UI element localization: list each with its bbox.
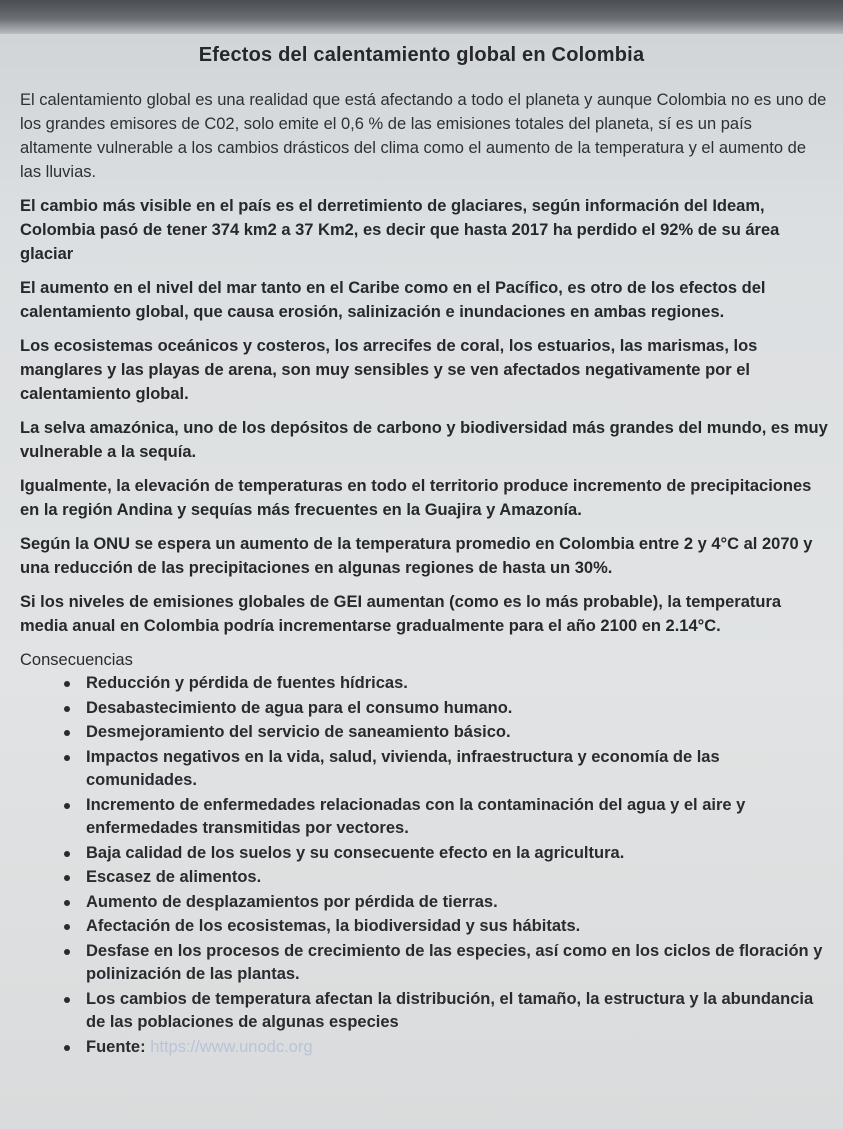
paragraph-onu: Según la ONU se espera un aumento de la temperatura promedio en Colombia entre 2 y 4°C al 2070 y una reducción de las precipitaciones en algunas regiones de hasta un 30%.	[20, 535, 813, 577]
source-label: Fuente:	[86, 1037, 146, 1056]
list-item	[64, 672, 828, 697]
list-item	[64, 721, 828, 746]
list-item	[64, 866, 828, 891]
list-item-text: Aumento de desplazamientos por pérdida de tierras.	[86, 892, 498, 911]
list-item-text: Los cambios de temperatura afectan la distribución, el tamaño, la estructura y la abundancia de las poblaciones de algunas especies	[86, 989, 814, 1031]
list-item	[64, 842, 828, 867]
bullet-icon	[64, 875, 70, 881]
list-item-text: Desmejoramiento del servicio de saneamiento básico.	[86, 723, 511, 741]
list-item	[64, 915, 828, 940]
bullet-icon	[64, 851, 70, 857]
list-item	[64, 988, 828, 1036]
paragraph-amazon: La selva amazónica, uno de los depósitos de carbono y biodiversidad más grandes del mundo, es muy vulnerable a la sequía.	[20, 419, 828, 461]
source-link[interactable]: https://www.unodc.org	[150, 1037, 313, 1056]
list-item-text: Baja calidad de los suelos y su consecuente efecto en la agricultura.	[86, 843, 625, 862]
paragraph-gei: Si los niveles de emisiones globales de GEI aumentan (como es lo más probable), la temperatura media anual en Colombia podría incrementarse gradualmente para el año 2100 en 2.14°C.	[20, 593, 782, 635]
list-item	[64, 794, 828, 842]
list-item	[64, 891, 828, 916]
source-item	[64, 1036, 828, 1061]
list-item	[64, 746, 828, 794]
list-item	[64, 940, 828, 988]
list-item-text: Escasez de alimentos.	[86, 868, 262, 886]
bullet-icon	[64, 706, 70, 712]
intro-paragraph: El calentamiento global es una realidad que está afectando a todo el planeta y aunque Colombia no es uno de los grandes emisores de C02, solo emite el 0,6 % de las emisiones totales del planeta, sí es un país altamente vulnerable a los cambios drásticos del clima como el aumento de la temperatura y el aumento de las lluvias.	[20, 91, 827, 181]
paragraph-ecosystems: Los ecosistemas oceánicos y costeros, los arrecifes de coral, los estuarios, las marismas, los manglares y las playas de arena, son muy sensibles y se ven afectados negativamente por el calentamiento global.	[20, 337, 758, 403]
list-item-text: Incremento de enfermedades relacionadas con la contaminación del agua y el aire y enfermedades transmitidas por vectores.	[86, 795, 746, 837]
document-title: Efectos del calentamiento global en Colombia	[198, 44, 645, 66]
bullet-icon	[64, 730, 70, 736]
list-item-text: Afectación de los ecosistemas, la biodiversidad y sus hábitats.	[86, 917, 581, 935]
list-item-text: Reducción y pérdida de fuentes hídricas.	[86, 674, 408, 692]
list-item-text: Desfase en los procesos de crecimiento de las especies, así como en los ciclos de floración y polinización de las plantas.	[86, 941, 823, 983]
bullet-icon	[64, 900, 70, 906]
consequences-heading: Consecuencias	[20, 651, 133, 669]
bullet-icon	[64, 755, 70, 761]
list-item-text: Desabastecimiento de agua para el consumo humano.	[86, 698, 513, 717]
bullet-icon	[64, 949, 70, 955]
paragraph-precipitation: Igualmente, la elevación de temperaturas en todo el territorio produce incremento de precipitaciones en la región Andina y sequías más frecuentes en la Guajira y Amazonía.	[20, 477, 812, 519]
document-body	[20, 88, 828, 1060]
paragraph-sea-level: El aumento en el nivel del mar tanto en el Caribe como en el Pacífico, es otro de los efectos del calentamiento global, que causa erosión, salinización e inundaciones en ambas regiones.	[20, 279, 766, 321]
list-item-text: Impactos negativos en la vida, salud, vivienda, infraestructura y economía de las comunidades.	[86, 747, 720, 789]
bullet-icon	[64, 924, 70, 930]
paragraph-glaciers: El cambio más visible en el país es el derretimiento de glaciares, según información del Ideam, Colombia pasó de tener 374 km2 a 37 Km2, es decir que hasta 2017 ha perdido el 92% de su área glaciar	[20, 197, 780, 263]
bullet-icon	[64, 997, 70, 1003]
bullet-icon	[64, 681, 70, 687]
page-top-edge	[0, 0, 843, 34]
bullet-icon	[64, 803, 70, 809]
consequences-list	[20, 672, 828, 1060]
bullet-icon	[64, 1045, 70, 1051]
list-item	[64, 697, 828, 722]
